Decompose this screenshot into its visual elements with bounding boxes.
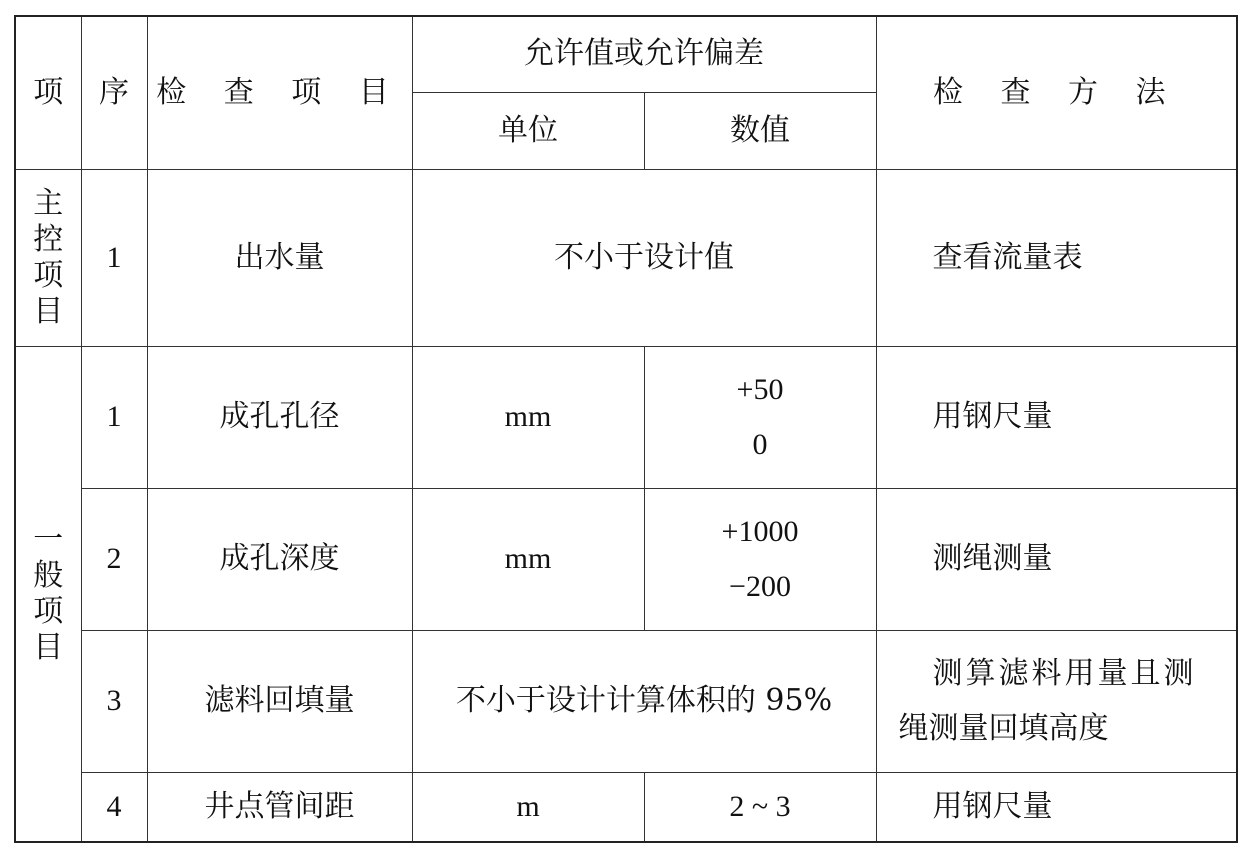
value-lower: −200 [729,570,791,603]
table-row [15,346,1237,488]
label-char: 目 [33,629,64,665]
row-item: 井点管间距 [147,772,412,842]
header-check-item: 检 查 项 目 [147,16,412,169]
header-item: 项 [15,16,81,169]
label-char: 控 [33,221,64,257]
row-item: 成孔孔径 [147,346,412,488]
row-seq: 4 [81,772,147,842]
label-char: 项 [33,593,64,629]
label-char: 目 [33,293,64,329]
row-method [876,630,1237,772]
header-value: 数值 [644,92,876,169]
value-upper: +50 [736,372,784,406]
row-allowance: 不小于设计计算体积的 95% [412,630,876,772]
row-item: 滤料回填量 [147,630,412,772]
row-value: 2 ~ 3 [644,772,876,842]
header-seq: 序 [81,16,147,169]
row-seq: 1 [81,169,147,346]
label-char: 一 [33,521,64,557]
main-control-label [15,169,81,346]
table-row [15,488,1237,630]
row-seq: 1 [81,346,147,488]
row-item: 出水量 [147,169,412,346]
inspection-table [14,15,1238,843]
row-method: 用钢尺量 [876,772,1237,842]
label-char: 项 [33,257,64,293]
row-value [644,346,876,488]
header-row-1 [15,16,1237,92]
row-unit: mm [412,346,644,488]
value-upper: +1000 [721,514,799,548]
row-allowance: 不小于设计值 [412,169,876,346]
table-row [15,169,1237,346]
header-unit: 单位 [412,92,644,169]
row-seq: 3 [81,630,147,772]
table-row [15,772,1237,842]
label-char: 主 [33,185,64,221]
row-value [644,488,876,630]
row-method: 测绳测量 [876,488,1237,630]
header-method: 检 查 方 法 [876,16,1237,169]
general-label [15,346,81,842]
value-lower: 0 [752,428,768,461]
method-line: 绳测量回填高度 [898,711,1109,746]
method-line: 测算滤料用量且测 [932,655,1197,691]
row-unit: mm [412,488,644,630]
row-seq: 2 [81,488,147,630]
row-item: 成孔深度 [147,488,412,630]
row-method: 查看流量表 [876,169,1237,346]
header-allowance: 允许值或允许偏差 [412,16,876,92]
row-unit: m [412,772,644,842]
row-method: 用钢尺量 [876,346,1237,488]
label-char: 般 [33,557,64,593]
table-row [15,630,1237,772]
